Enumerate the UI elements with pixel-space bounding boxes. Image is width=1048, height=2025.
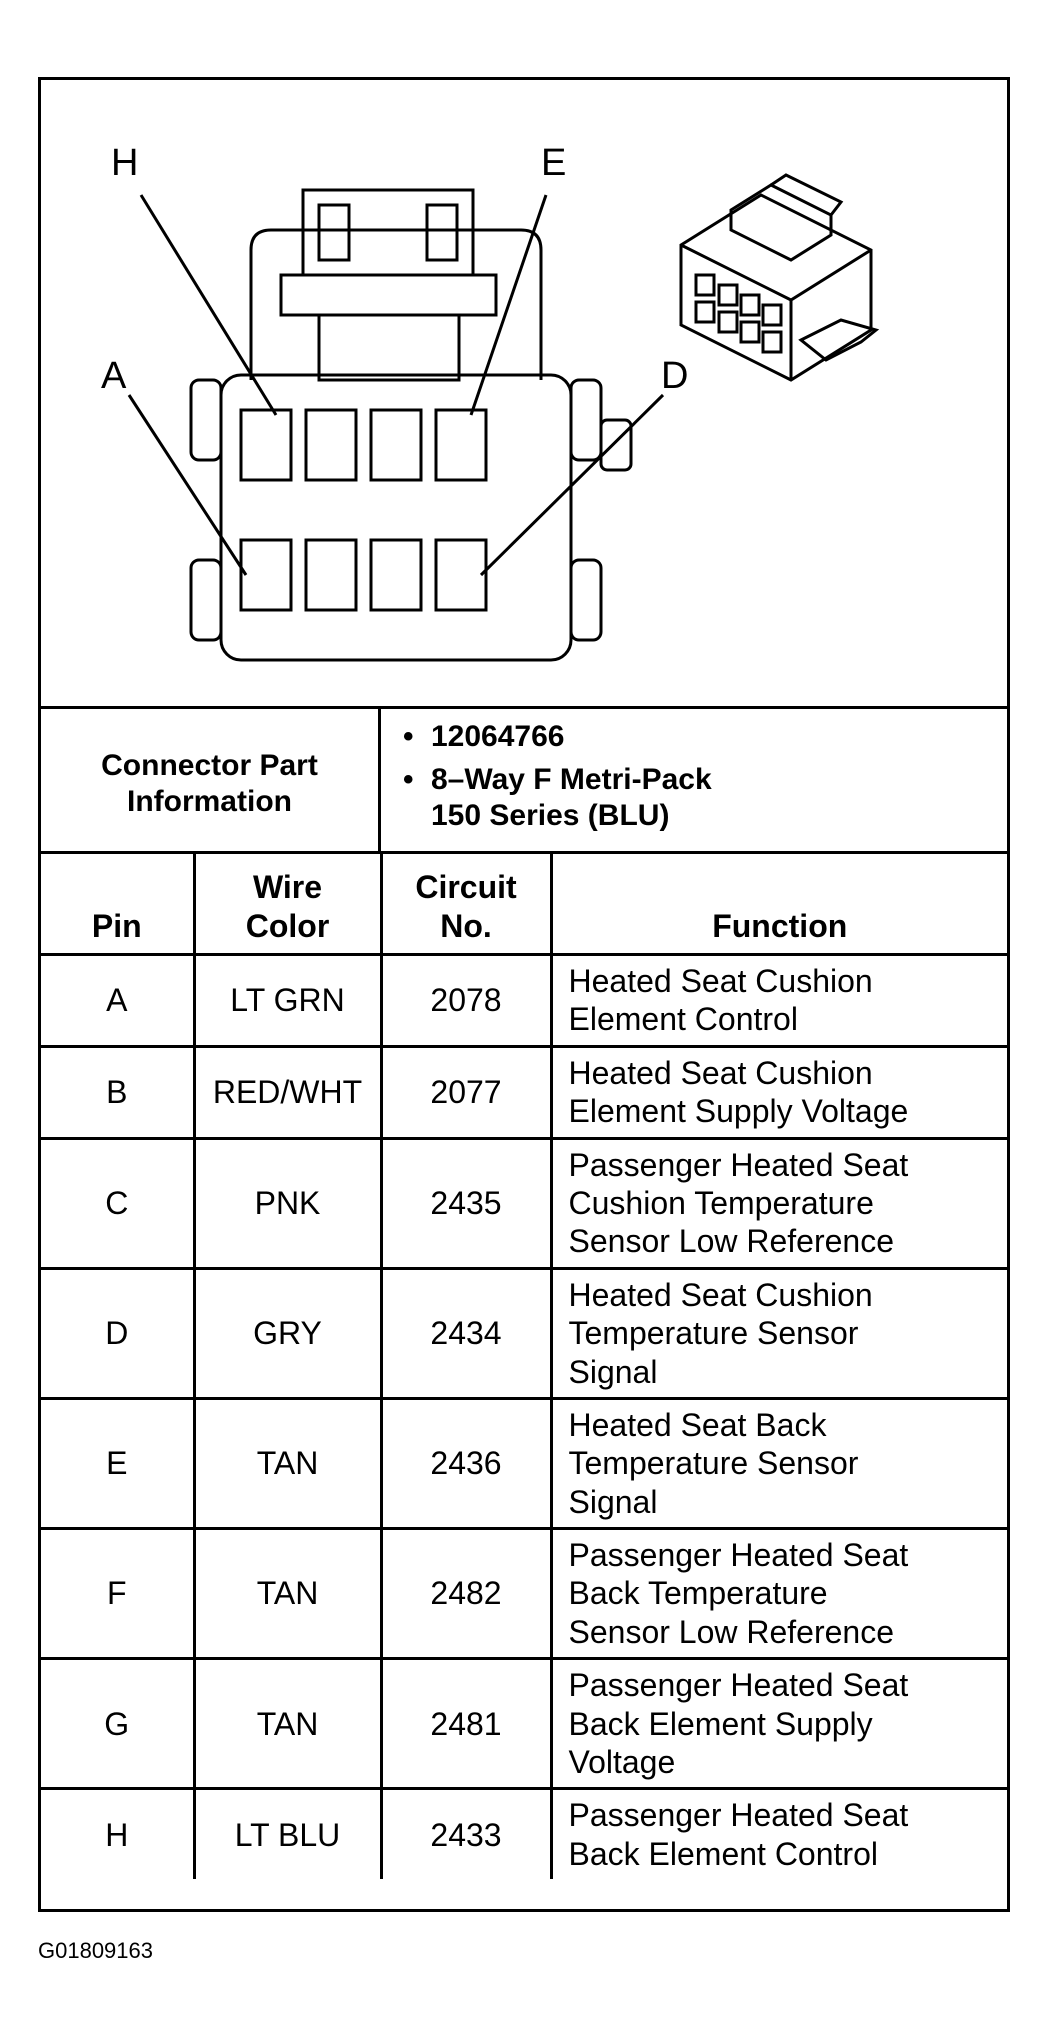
function-line: Sensor Low Reference: [568, 1613, 895, 1650]
connector-type-line2: 150 Series (BLU): [431, 799, 670, 833]
pin-cell: G: [41, 1659, 194, 1789]
connector-face-diagram: [41, 80, 1007, 709]
pin-cell: C: [41, 1138, 194, 1268]
pin-cell: B: [41, 1046, 194, 1138]
header-wire-color-line2: Color: [245, 907, 330, 944]
function-line: Back Element Control: [568, 1835, 878, 1872]
function-line: Passenger Heated Seat: [568, 1667, 909, 1704]
pin-label-h: H: [111, 142, 139, 184]
function-line: Temperature Sensor: [568, 1445, 859, 1482]
function-cell: [551, 1789, 1007, 1879]
wire-color-cell: PNK: [194, 1138, 381, 1268]
cavity-a: [241, 540, 291, 610]
function-line: Heated Seat Cushion: [568, 1276, 873, 1313]
wire-color-cell: GRY: [194, 1268, 381, 1398]
function-line: Passenger Heated Seat: [568, 1146, 909, 1183]
circuit-cell: 2436: [381, 1398, 551, 1528]
table-row: [41, 1659, 1007, 1789]
connector-body: [221, 375, 571, 660]
cavity-d: [436, 540, 486, 610]
table-row: [41, 1398, 1007, 1528]
header-circuit-line1: Circuit: [415, 869, 517, 906]
header-function: Function: [551, 854, 1007, 955]
leader-line-h: [141, 195, 276, 415]
header-circuit-line2: No.: [440, 907, 492, 944]
header-wire-color-line1: Wire: [252, 869, 323, 906]
function-cell: [551, 1046, 1007, 1138]
cavity-c: [371, 540, 421, 610]
pin-cell: H: [41, 1789, 194, 1879]
connector-latch: [303, 190, 473, 275]
function-line: Signal: [568, 1483, 658, 1520]
table-row: [41, 1046, 1007, 1138]
function-line: Heated Seat Cushion: [568, 963, 873, 999]
function-line: Temperature Sensor: [568, 1315, 859, 1352]
function-cell: [551, 1268, 1007, 1398]
wire-color-cell: LT GRN: [194, 955, 381, 1047]
function-line: Heated Seat Back: [568, 1406, 827, 1443]
cavity-b: [306, 540, 356, 610]
function-line: Cushion Temperature: [568, 1184, 874, 1221]
wire-color-cell: TAN: [194, 1398, 381, 1528]
connector-info-list: [381, 709, 1007, 851]
pin-cell: D: [41, 1268, 194, 1398]
table-row: [41, 1138, 1007, 1268]
connector-drawing: [41, 80, 1007, 709]
table-row: [41, 955, 1007, 1047]
wire-color-cell: TAN: [194, 1659, 381, 1789]
pin-table: [41, 854, 1007, 1879]
function-line: Element Control: [568, 1001, 798, 1038]
connector-isometric-thumbnail: [681, 175, 876, 380]
header-circuit-no: [381, 854, 551, 955]
function-line: Sensor Low Reference: [568, 1223, 895, 1260]
pin-label-a: A: [101, 355, 127, 397]
function-cell: [551, 1138, 1007, 1268]
wire-color-cell: LT BLU: [194, 1789, 381, 1879]
connector-info-title-line1: Connector Part: [101, 749, 318, 782]
pin-label-d: D: [661, 355, 689, 397]
table-header-row: [41, 854, 1007, 955]
function-line: Back Element Supply: [568, 1705, 873, 1742]
connector-info-title: [41, 709, 381, 851]
circuit-cell: 2433: [381, 1789, 551, 1879]
wire-color-cell: RED/WHT: [194, 1046, 381, 1138]
pin-cell: F: [41, 1529, 194, 1659]
circuit-cell: 2481: [381, 1659, 551, 1789]
function-line: Element Supply Voltage: [568, 1093, 909, 1130]
cavity-h: [241, 410, 291, 480]
cavity-f: [371, 410, 421, 480]
function-cell: [551, 1529, 1007, 1659]
table-row: [41, 1529, 1007, 1659]
circuit-cell: 2078: [381, 955, 551, 1047]
pin-cell: E: [41, 1398, 194, 1528]
cavity-e: [436, 410, 486, 480]
leader-line-a: [129, 395, 246, 575]
pin-table-body: [41, 955, 1007, 1880]
function-line: Back Temperature: [568, 1575, 828, 1612]
connector-type-item: [431, 762, 1007, 835]
function-line: Signal: [568, 1353, 658, 1390]
connector-figure: [38, 77, 1010, 1912]
connector-part-information: [41, 709, 1007, 854]
connector-info-title-line2: Information: [126, 785, 292, 818]
part-number: • 12064766: [431, 720, 565, 753]
table-row: [41, 1268, 1007, 1398]
circuit-cell: 2435: [381, 1138, 551, 1268]
cavity-g: [306, 410, 356, 480]
pin-label-e: E: [541, 142, 567, 184]
header-pin: Pin: [41, 854, 194, 955]
table-row: [41, 1789, 1007, 1879]
function-line: Heated Seat Cushion: [568, 1054, 873, 1091]
function-line: Passenger Heated Seat: [568, 1537, 909, 1574]
circuit-cell: 2482: [381, 1529, 551, 1659]
connector-type-line1: • 8–Way F Metri-Pack: [431, 762, 712, 796]
circuit-cell: 2434: [381, 1268, 551, 1398]
circuit-cell: 2077: [381, 1046, 551, 1138]
function-line: Voltage: [568, 1744, 676, 1781]
function-cell: [551, 1659, 1007, 1789]
wire-color-cell: TAN: [194, 1529, 381, 1659]
figure-id: G01809163: [38, 1938, 153, 1963]
header-wire-color: [194, 854, 381, 955]
function-cell: [551, 1398, 1007, 1528]
leader-line-e: [471, 195, 546, 415]
function-cell: [551, 955, 1007, 1047]
function-line: Passenger Heated Seat: [568, 1797, 909, 1834]
pin-cell: A: [41, 955, 194, 1047]
part-number-item: [431, 719, 1007, 756]
